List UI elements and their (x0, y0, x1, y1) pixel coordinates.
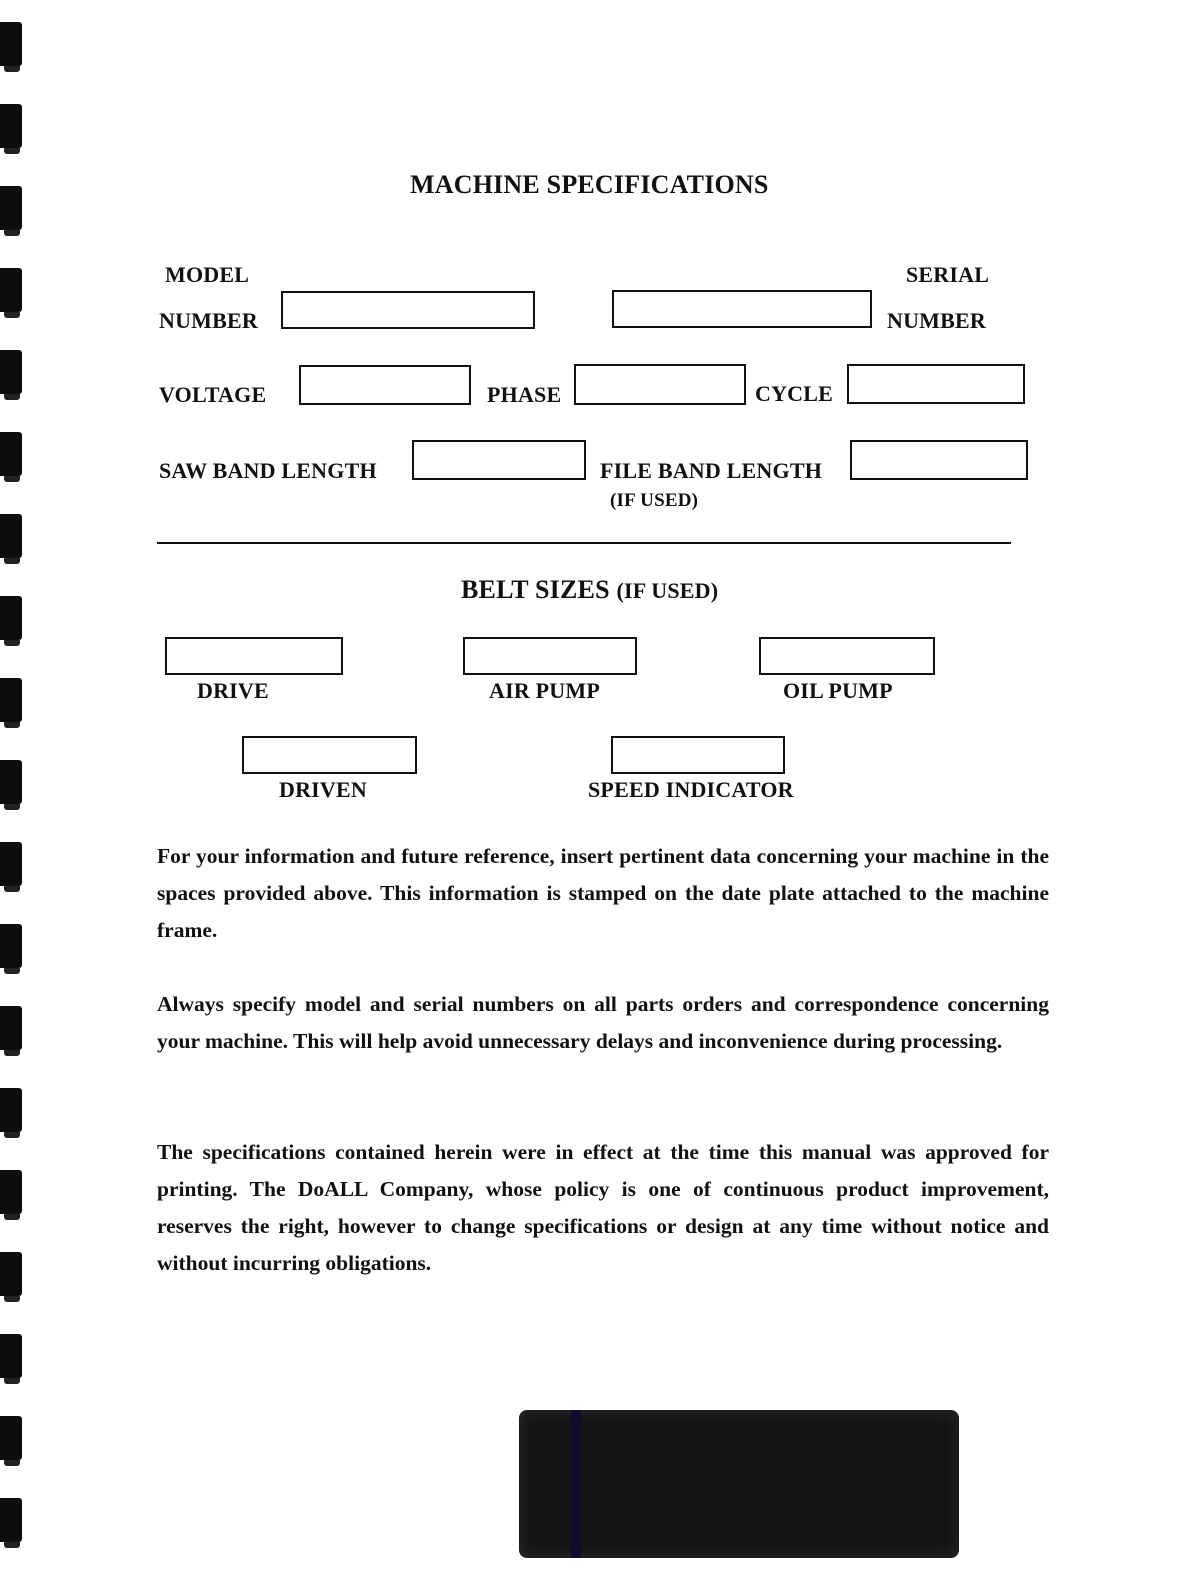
voltage-field[interactable] (299, 365, 471, 405)
belt-sizes-title: BELT SIZES (461, 575, 610, 604)
drive-label: DRIVE (197, 678, 269, 703)
info-paragraph: For your information and future reference, insert pertinent data concerning your machine in the spaces provided above. This information is stamped on the date plate attached to the machine frame. (157, 844, 1049, 942)
voltage-label: VOLTAGE (159, 382, 267, 407)
section-divider (157, 542, 1011, 544)
serial-number-label: NUMBER (887, 308, 986, 333)
oil-pump-label: OIL PUMP (783, 678, 893, 703)
phase-field[interactable] (574, 364, 746, 405)
file-band-length-field[interactable] (850, 440, 1028, 480)
saw-band-length-field[interactable] (412, 440, 586, 480)
speed-indicator-belt-field[interactable] (611, 736, 785, 774)
cycle-label: CYCLE (755, 381, 834, 406)
order-paragraph: Always specify model and serial numbers on all parts orders and correspondence concerning your machine. This will help avoid unnecessary delays and inconvenience during processing. (157, 992, 1049, 1053)
drive-belt-field[interactable] (165, 637, 343, 675)
driven-belt-field[interactable] (242, 736, 417, 774)
file-band-note: (IF USED) (610, 490, 699, 511)
redacted-data-plate (519, 1410, 959, 1558)
model-number-field[interactable] (281, 291, 535, 329)
speed-indicator-label: SPEED INDICATOR (588, 777, 794, 802)
belt-sizes-heading (461, 575, 718, 605)
oil-pump-belt-field[interactable] (759, 637, 935, 675)
driven-label: DRIVEN (279, 777, 367, 802)
specifications-paragraph: The specifications contained herein were in effect at the time this manual was approved for printing. The DoALL Company, whose policy is one of continuous product improvement, reserves the right, however to change specifications or design at any time without notice and without incurring obligations. (157, 1140, 1049, 1275)
serial-label: SERIAL (906, 262, 990, 287)
serial-number-field[interactable] (612, 290, 872, 328)
belt-sizes-note: (IF USED) (616, 578, 719, 603)
file-band-length-label: FILE BAND LENGTH (600, 458, 823, 483)
cycle-field[interactable] (847, 364, 1025, 404)
model-number-label: NUMBER (159, 308, 258, 333)
phase-label: PHASE (487, 382, 562, 407)
air-pump-belt-field[interactable] (463, 637, 637, 675)
spiral-binding (0, 0, 28, 1584)
saw-band-length-label: SAW BAND LENGTH (159, 458, 377, 483)
air-pump-label: AIR PUMP (489, 678, 600, 703)
page-title: MACHINE SPECIFICATIONS (410, 170, 769, 199)
model-label: MODEL (165, 262, 250, 287)
